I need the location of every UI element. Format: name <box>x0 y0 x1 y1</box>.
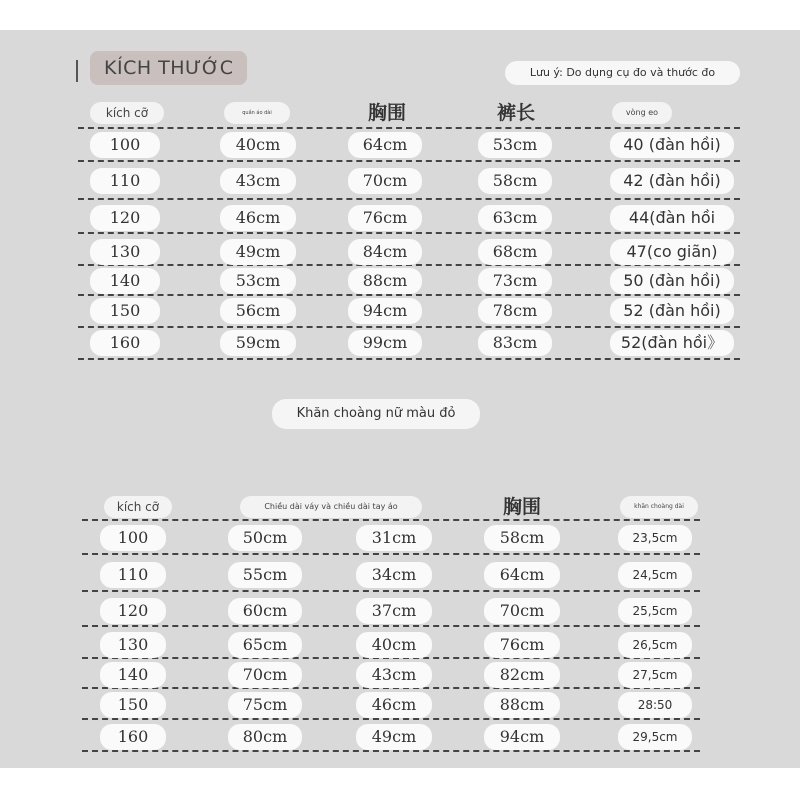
measurement-cell: 60cm <box>228 598 302 624</box>
row-divider <box>82 750 700 752</box>
measurement-cell: 25,5cm <box>618 598 692 624</box>
row-divider <box>82 519 700 521</box>
measurement-cell: 52 (đàn hồi) <box>610 298 734 324</box>
measurement-cell: 47(co giãn) <box>610 239 734 265</box>
measurement-cell: 52(đàn hồi》 <box>610 330 734 356</box>
measurement-cell: 75cm <box>228 692 302 718</box>
row-divider <box>78 127 740 129</box>
column-header: 裤长 <box>496 102 535 124</box>
measurement-note: Lưu ý: Do dụng cụ đo và thước đo <box>505 61 740 85</box>
column-header: 胸围 <box>502 496 541 518</box>
measurement-cell: 27,5cm <box>618 662 692 688</box>
measurement-cell: 70cm <box>348 168 422 194</box>
column-header: Chiều dài váy và chiều dài tay áo <box>240 496 422 518</box>
size-cell: 120 <box>90 205 160 231</box>
measurement-cell: 76cm <box>484 632 560 658</box>
row-divider <box>78 358 740 360</box>
measurement-cell: 40cm <box>220 132 296 158</box>
size-cell: 130 <box>100 632 166 658</box>
measurement-cell: 56cm <box>220 298 296 324</box>
size-cell: 110 <box>90 168 160 194</box>
measurement-cell: 50cm <box>228 525 302 551</box>
size-cell: 160 <box>100 724 166 750</box>
measurement-cell: 88cm <box>484 692 560 718</box>
size-cell: 150 <box>100 692 166 718</box>
measurement-cell: 78cm <box>478 298 552 324</box>
measurement-cell: 68cm <box>478 239 552 265</box>
size-cell: 160 <box>90 330 160 356</box>
measurement-cell: 29,5cm <box>618 724 692 750</box>
size-cell: 130 <box>90 239 160 265</box>
measurement-cell: 40cm <box>356 632 432 658</box>
page-title: KÍCH THƯỚC <box>90 51 247 85</box>
measurement-cell: 42 (đàn hồi) <box>610 168 734 194</box>
row-divider <box>78 198 740 200</box>
size-cell: 150 <box>90 298 160 324</box>
row-divider <box>82 625 700 627</box>
measurement-cell: 99cm <box>348 330 422 356</box>
measurement-cell: 58cm <box>478 168 552 194</box>
measurement-cell: 44(đàn hồi <box>610 205 734 231</box>
size-cell: 110 <box>100 562 166 588</box>
measurement-cell: 40 (đàn hồi) <box>610 132 734 158</box>
measurement-cell: 49cm <box>220 239 296 265</box>
measurement-cell: 34cm <box>356 562 432 588</box>
measurement-cell: 70cm <box>228 662 302 688</box>
row-divider <box>82 590 700 592</box>
title-accent-bar <box>76 60 78 82</box>
size-cell: 100 <box>100 525 166 551</box>
measurement-cell: 70cm <box>484 598 560 624</box>
measurement-cell: 80cm <box>228 724 302 750</box>
measurement-cell: 63cm <box>478 205 552 231</box>
column-header: khăn choàng dài <box>620 496 698 518</box>
measurement-cell: 84cm <box>348 239 422 265</box>
measurement-cell: 64cm <box>484 562 560 588</box>
size-cell: 120 <box>100 598 166 624</box>
column-header: 胸围 <box>367 102 406 124</box>
section-label: Khăn choàng nữ màu đỏ <box>272 399 480 429</box>
measurement-cell: 94cm <box>484 724 560 750</box>
measurement-cell: 82cm <box>484 662 560 688</box>
measurement-cell: 59cm <box>220 330 296 356</box>
measurement-cell: 26,5cm <box>618 632 692 658</box>
measurement-cell: 73cm <box>478 268 552 294</box>
measurement-cell: 23,5cm <box>618 525 692 551</box>
measurement-cell: 58cm <box>484 525 560 551</box>
measurement-cell: 46cm <box>356 692 432 718</box>
column-header: vòng eo <box>612 102 672 124</box>
row-divider <box>78 326 740 328</box>
measurement-cell: 76cm <box>348 205 422 231</box>
column-header: quần áo dài <box>224 102 290 124</box>
measurement-cell: 50 (đàn hồi) <box>610 268 734 294</box>
row-divider <box>78 160 740 162</box>
measurement-cell: 83cm <box>478 330 552 356</box>
measurement-cell: 49cm <box>356 724 432 750</box>
row-divider <box>82 553 700 555</box>
size-cell: 140 <box>100 662 166 688</box>
measurement-cell: 28:50 <box>618 692 692 718</box>
row-divider <box>78 294 740 296</box>
size-cell: 100 <box>90 132 160 158</box>
column-header: kích cỡ <box>90 102 164 124</box>
measurement-cell: 43cm <box>220 168 296 194</box>
measurement-cell: 65cm <box>228 632 302 658</box>
measurement-cell: 46cm <box>220 205 296 231</box>
measurement-cell: 24,5cm <box>618 562 692 588</box>
measurement-cell: 43cm <box>356 662 432 688</box>
measurement-cell: 64cm <box>348 132 422 158</box>
column-header: kích cỡ <box>104 496 172 518</box>
measurement-cell: 55cm <box>228 562 302 588</box>
measurement-cell: 94cm <box>348 298 422 324</box>
measurement-cell: 31cm <box>356 525 432 551</box>
measurement-cell: 53cm <box>220 268 296 294</box>
measurement-cell: 88cm <box>348 268 422 294</box>
row-divider <box>78 232 740 234</box>
measurement-cell: 37cm <box>356 598 432 624</box>
measurement-cell: 53cm <box>478 132 552 158</box>
size-cell: 140 <box>90 268 160 294</box>
row-divider <box>82 718 700 720</box>
